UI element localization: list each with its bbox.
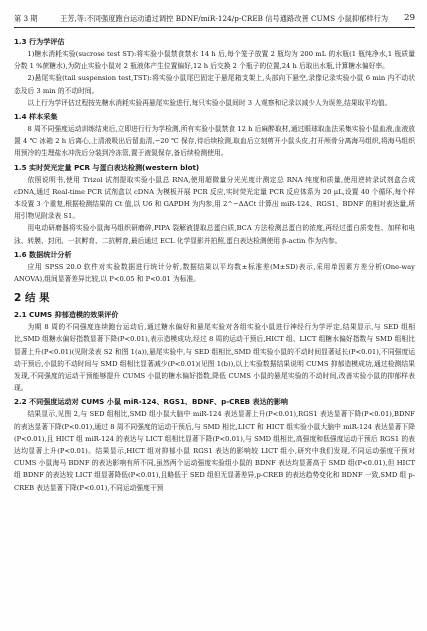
running-header (14, 13, 415, 24)
section-heading-1-5: 1.5 实时荧光定量 PCR 与蛋白表达检测(western blot) (14, 162, 200, 172)
section-heading-1-3: 1.3 行为学评估 (14, 37, 65, 46)
section-heading-2-2: 2.2 不同强度运动对 CUMS 小鼠 miR-124、RGS1、BDNF、p-CREB 表达的影响 (14, 397, 289, 407)
article-body (14, 34, 415, 494)
section-heading-1-4: 1.4 样本采集 (14, 112, 58, 122)
paragraph-qpcr: 依照说明书,使用 Trizol 试剂提取实验小鼠总 RNA,使用超微量分光光度计测定总 RNA 纯度和质量,使用逆转录试剂盒合成 cDNA,通过 Real-time PCR 试剂盒以 cDNA 为模板开展 PCR 反应,实时荧光定量 PCR 反应体系为 20 μL,设置 40 个循环,每个样本设置 3 个重复,根据检测结果的 Ct 值,以 U6 和 GAPDH 为内参,用 2^−ΔΔCt 计算出 miR-124、RGS1、BDNF 的相对表达量,所用引物见附录表 S1。 (14, 175, 415, 221)
running-title: 王芳,等:不同强度跑台运动通过调控 BDNF/miR-124/p-CREB 信号通路改善 CUMS 小鼠抑郁样行为 (60, 14, 389, 23)
section-heading-1-6: 1.6 数据统计分析 (14, 249, 72, 259)
paragraph-sucrose-test: 1)糖水消耗实验(sucrose test ST):将实验小鼠禁食禁水 14 h 后,每个笼子放置 2 瓶均为 200 mL 的水瓶(1 瓶纯净水,1 瓶质量分数 1 %蔗糖水),为防止实验小鼠对 2 瓶液体产生位置偏好,12 h 后交换 2 个瓶子的位置,24 h 后取出水瓶,计算糖水偏好率。 (14, 50, 415, 71)
page-number: 29 (404, 13, 415, 23)
paragraph-statistics: 应用 SPSS 20.0 软件对实验数据进行统计分析,数据结果以平均数±标准差(M±SD)表示,采用单因素方差分析(One-way ANOVA),组间显著差异比较,以 P<0.05 和 P<0.01 为标准。 (14, 262, 415, 284)
issue-label: 第 3 期 (14, 14, 38, 23)
header-rule (14, 27, 415, 28)
paragraph-tail-suspension-test: 2)悬尾实验(tail suspension test,TST):将实验小鼠尾巴固定于悬尾箱支架上,头部向下悬空,录像记录实验小鼠 6 min 内不动状态及后 3 min 的不动时间。 (14, 74, 415, 95)
paragraph-western-blot: 用电动研磨器将实验小鼠海马组织研磨碎,PIPA 裂解液提取总蛋白质,BCA 方法检测总蛋白的浓度,再经过蛋白质变性、加样和电泳、转膜、封闭、一抗孵育、二抗孵育,最后通过 ECL 化学显影并拍照,蛋白表达检测使用 β-actin 作为内参。 (14, 224, 415, 245)
paragraph-behavior-procedure: 以上行为学评估过程按先糖水消耗实验再悬尾实验进行,每只实验小鼠间时 3 人观察和记录以减少人为误差,结果取平均值。 (27, 98, 392, 107)
section-heading-2-1: 2.1 CUMS 抑郁造模的效果评价 (14, 310, 119, 320)
paragraph-sample-collection: 8 周不同强度运动训练结束后,立即进行行为学检测,所有实验小鼠禁食 12 h 后麻醉取材,通过眼球取血法采集实验小鼠血液,血液放置 4 ℃ 冰箱 2 h 后离心,上清液吸出后留血清,−20 ℃ 保存,待后续检测,取血后立刻剪开小鼠头皮,打开颅骨分离海马组织,将海马组织用预冷的生理盐水冲洗后分装到冷冻管,置于液氮保存,备后续检测使用。 (14, 125, 415, 158)
paragraph-expression-results: 结果显示,见图 2,与 SED 组相比,SMD 组小鼠大脑中 miR-124 表达显著上升(P<0.01),RGS1 表达显著下降(P<0.01),BDNF 的表达显著下降(P<0.01),通过 8 周不同强度的运动干预后,与 SMD 相比,LICT 和 HICT 组实验小鼠大脑中 miR-124 表达显著下降(P<0.01),且 HICT 组 miR-124 的表达与 LICT 组相比显著下降(P<0.01),与 SMD 组相比,高强度和低强度运动干预后 RGS1 的表达均显著上升(P<0.01)。结果显示,HICT 组对抑郁小鼠 RGS1 表达的影响较 LICT 组小,研究中我们发现,不同运动强度干预对 CUMS 小鼠海马 BDNF 的表达影响有所不同,虽然两个运动强度实验组小鼠的 BDNF 表达均显著高于 SMD 组(P<0.01),但 HICT 组 BDNF 的表达较 LICT 组显著降低(P<0.01),且略低于 SED 组但无显著差异,p-CREB 的表达趋势变化和 BDNF 一致,SMD 组 p-CREB 表达显著下降(P<0.01),不同运动强度干预 (14, 410, 415, 492)
section-heading-2: 2 结 果 (14, 292, 50, 305)
paragraph-model-evaluation: 为期 8 周的不同强度连续跑台运动后,通过糖水偏好和悬尾实验对各组实验小鼠进行神经行为学评定,结果显示,与 SED 组相比,SMD 组糖水偏好指数显著下降(P<0.01),表示造模成功,经过 8 周的运动干预后,HICT 组、LICT 组糖水偏好指数与 SMD 组相比显著上升(P<0.01)(见附录表 S2 和图 1(a)),悬尾实验中,与 SED 组相比,SMD 组实验小鼠的不动时间显著延长(P<0.01),不同强度运动干预后,小鼠的不动时间与 SMD 组相比显著减少(P<0.01)(见图 1(b)),以上实验数据结果说明 CUMS 抑郁造模成功,通过检测结果发现,不同强度的运动干预能够提升 CUMS 小鼠的糖水偏好指数,降低 CUMS 小鼠的悬尾实验的不动时间,改善实验小鼠的抑郁样表现。 (14, 323, 415, 393)
